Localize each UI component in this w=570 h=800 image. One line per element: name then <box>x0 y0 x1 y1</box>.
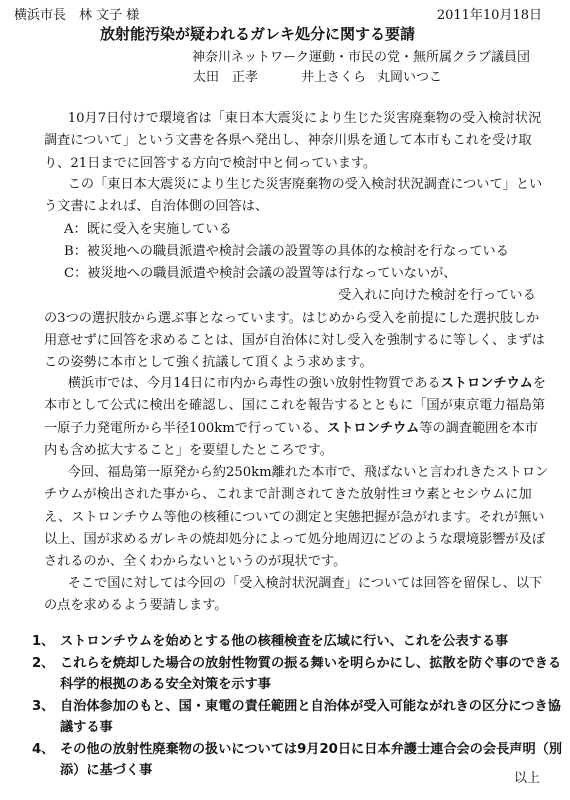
paragraph-2 <box>44 174 549 375</box>
paragraph-3 <box>44 373 549 574</box>
paragraph-text: の3つの選択肢から選ぶ事となっています。はじめから受入を前提にした選択肢しか用意せずに回答を求めることは、国が自治体に対し受入を強制するに等しく、まずはこの姿勢に本市として強く抗議して頂くよう求めます。 <box>44 310 545 371</box>
request-number: 2、 <box>32 655 55 671</box>
request-item <box>32 739 562 782</box>
request-item <box>32 631 562 653</box>
request-item <box>32 653 562 696</box>
request-number: 3、 <box>32 698 55 714</box>
document-title: 放射能汚染が疑われるガレキ処分に関する要請 <box>100 25 416 43</box>
option-b: B：被災地への職員派遣や検討会議の設置等の具体的な検討を行なっている <box>64 243 509 259</box>
option-c-continued: 受入れに向けた検討を行っている <box>338 288 536 304</box>
closing-mark: 以上 <box>513 771 540 786</box>
paragraph-text <box>44 373 549 462</box>
signer-name: 丸岡いつこ <box>377 70 443 85</box>
paragraph-text: 今回、福島第一原発から約250km離れた本市で、飛ばないと言われきたストロンチウムが検出された事から、これまで計測されてきた放射性ヨウ素とセシウムに加え、ストロンチウム等他の核種についての測定と実態把握が急がれます。それが無い以上、国が求めるガレキの焼却処分によって処分地周辺にどのような環境影響が及ぼされるのか、全くわからないというのが現状です。 <box>44 465 549 570</box>
signer-name: 太田 正孝 <box>193 70 259 85</box>
option-c: C：被災地への職員派遣や検討会議の設置等は行なっていないが、 <box>64 266 457 282</box>
paragraph-1 <box>44 108 549 175</box>
document-date: 2011年10月18日 <box>436 8 542 23</box>
request-text: ストロンチウムを始めとする他の核種検査を広域に行い、これを公表する事 <box>60 634 509 649</box>
request-text: 自治体参加のもと、国・東電の責任範囲と自治体が受入可能ながれきの区分につき協議する事 <box>60 698 561 735</box>
request-text: その他の放射性廃棄物の扱いについては9月20日に日本弁護士連合会の会長声明（別添）に基づく事 <box>60 741 563 778</box>
request-text: これらを焼却した場合の放射性物質の振る舞いを明らかにし、拡散を防ぐ事のできる科学的根拠のある安全対策を示す事 <box>60 655 562 692</box>
strontium-emphasis: ストロンチウム <box>440 376 533 391</box>
paragraph-text: そこで国に対しては今回の「受入検討状況調査」については回答を留保し、以下の点を求めるよう要請します。 <box>44 576 543 614</box>
paragraph-4 <box>44 573 549 618</box>
signer-list <box>193 70 442 86</box>
paragraph-fragment: を本市として公式に検出を確認し、国にこれを報告するとともに「国が東京電力福島第一原子力発電所から半径100kmで行っている、 <box>44 376 546 436</box>
request-number: 4、 <box>32 741 55 757</box>
request-list <box>32 631 562 782</box>
paragraph-fragment: 等の調査範囲を本市内も含め拡大すること」を要望したところです。 <box>44 420 538 458</box>
paragraph-text: この「東日本大震災により生じた災害廃棄物の受入検討状況調査について」という文書によれば、自治体側の回答は、 <box>44 177 543 215</box>
organization-name: 神奈川ネットワーク運動・市民の党・無所属クラブ議員団 <box>192 50 531 65</box>
paragraph-text: 10月7日付けで環境省は「東日本大震災により生じた災害廃棄物の受入検討状況調査について」という文書を各県へ発出し、神奈川県を通して本市もこれを受け取り、21日までに回答する方向で検討中と伺っています。 <box>44 111 542 171</box>
signer-name: 井上さくら <box>301 70 367 85</box>
request-number: 1、 <box>32 634 55 649</box>
addressee: 横浜市長 林 文子 様 <box>14 8 140 23</box>
paragraph-fragment: 横浜市では、今月14日に市内から毒性の強い放射性物質である <box>67 376 441 391</box>
request-item <box>32 696 562 739</box>
strontium-emphasis: ストロンチウム <box>327 420 420 436</box>
option-a: A：既に受入を実施している <box>64 221 232 237</box>
